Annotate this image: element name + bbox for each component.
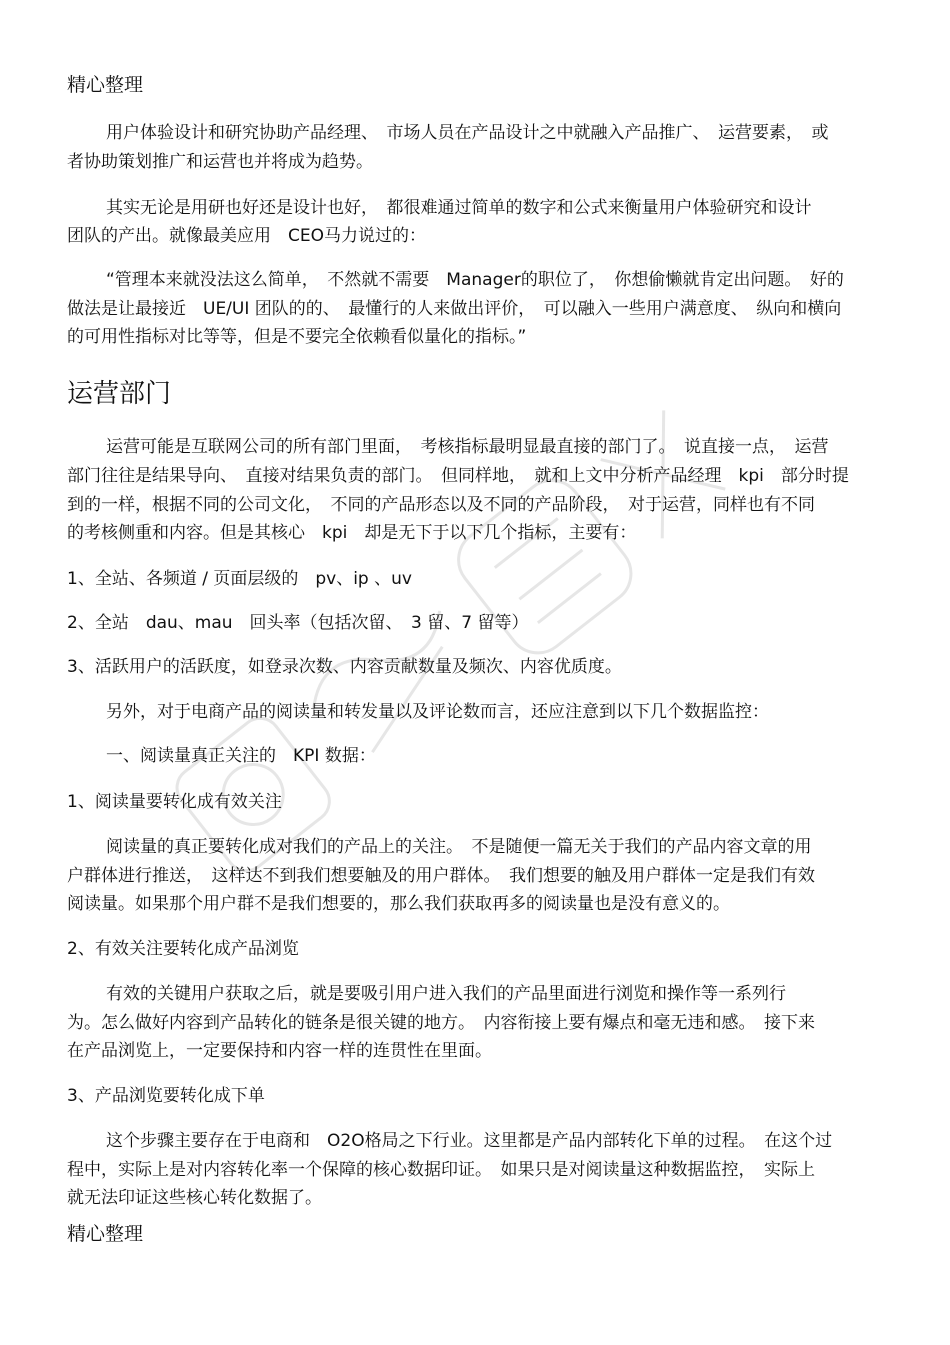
section-heading: 运营部门 <box>67 379 172 409</box>
list-item: 3、活跃用户的活跃度，如登录次数、内容贡献数量及频次、内容优质度。 <box>67 657 622 677</box>
paragraph-line: 另外，对于电商产品的阅读量和转发量以及评论数而言，还应注意到以下几个数据监控： <box>106 702 769 722</box>
paragraph-line: 运营可能是互联网公司的所有部门里面， 考核指标最明显最直接的部门了。 说直接一点， 运营 <box>106 437 829 457</box>
paragraph-line: 程中，实际上是对内容转化率一个保障的核心数据印证。 如果只是对阅读量这种数据监控， 实际上 <box>67 1160 815 1180</box>
paragraph-line: 阅读量的真正要转化成对我们的产品上的关注。 不是随便一篇无关于我们的产品内容文章的用 <box>106 837 812 857</box>
subsection-title: 一、阅读量真正关注的 KPI 数据： <box>106 746 376 766</box>
subsection-title: 3、产品浏览要转化成下单 <box>67 1086 265 1106</box>
paragraph-line: 其实无论是用研也好还是设计也好， 都很难通过简单的数字和公式来衡量用户体验研究和设计 <box>106 198 812 218</box>
paragraph-line: 户群体进行推送， 这样达不到我们想要触及的用户群体。 我们想要的触及用户群体一定是我们有效 <box>67 866 815 886</box>
list-item: 2、全站 dau、mau 回头率（包括次留、 3 留、7 留等） <box>67 613 529 633</box>
paragraph-line: 就无法印证这些核心转化数据了。 <box>67 1188 322 1208</box>
quote-line: “管理本来就没法这么简单， 不然就不需要 Manager的职位了， 你想偷懒就肯定出问题。 好的 <box>106 270 844 290</box>
quote-line: 的可用性指标对比等等，但是不要完全依赖看似量化的指标。” <box>67 327 527 347</box>
page-header: 精心整理 <box>67 74 144 96</box>
paragraph-line: 到的一样，根据不同的公司文化， 不同的产品形态以及不同的产品阶段， 对于运营，同样也有不同 <box>67 495 815 515</box>
paragraph-line: 部门往往是结果导向、 直接对结果负责的部门。 但同样地， 就和上文中分析产品经理 kpi 部分时提 <box>67 466 849 486</box>
paragraph-line: 阅读量。如果那个用户群不是我们想要的，那么我们获取再多的阅读量也是没有意义的。 <box>67 894 730 914</box>
paragraph-line: 有效的关键用户获取之后，就是要吸引用户进入我们的产品里面进行浏览和操作等一系列行 <box>106 984 786 1004</box>
paragraph-line: 在产品浏览上，一定要保持和内容一样的连贯性在里面。 <box>67 1041 492 1061</box>
quote-line: 做法是让最接近 UE/UI 团队的的、 最懂行的人来做出评价， 可以融入一些用户满意度、 纵向和横向 <box>67 299 842 319</box>
paragraph-line: 者协助策划推广和运营也并将成为趋势。 <box>67 152 373 172</box>
subsection-title: 1、阅读量要转化成有效关注 <box>67 792 282 812</box>
paragraph-line: 用户体验设计和研究协助产品经理、 市场人员在产品设计之中就融入产品推广、 运营要素， 或 <box>106 123 829 143</box>
page-footer: 精心整理 <box>67 1223 144 1245</box>
paragraph-line: 的考核侧重和内容。但是其核心 kpi 却是无下于以下几个指标，主要有： <box>67 523 637 543</box>
paragraph-line: 这个步骤主要存在于电商和 O2O格局之下行业。这里都是产品内部转化下单的过程。 在这个过 <box>106 1131 833 1151</box>
paragraph-line: 团队的产出。就像最美应用 CEO马力说过的： <box>67 226 426 246</box>
subsection-title: 2、有效关注要转化成产品浏览 <box>67 939 299 959</box>
paragraph-line: 为。怎么做好内容到产品转化的链条是很关键的地方。 内容衔接上要有爆点和毫无违和感。 接下来 <box>67 1013 815 1033</box>
list-item: 1、全站、各频道 / 页面层级的 pv、ip 、uv <box>67 569 412 589</box>
